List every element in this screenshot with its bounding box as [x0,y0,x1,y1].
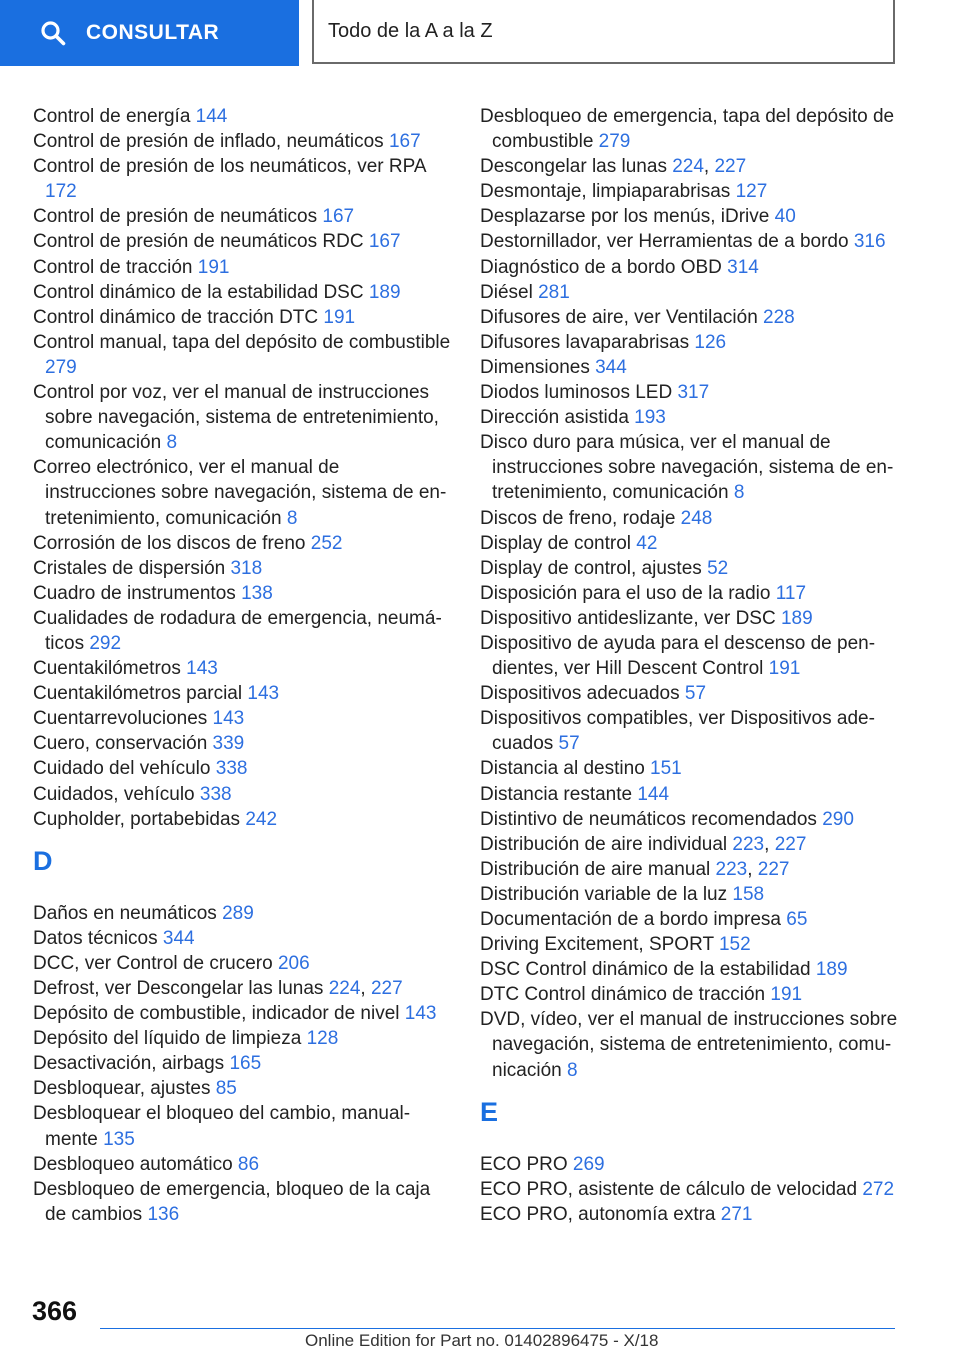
page-link[interactable]: 57 [684,683,707,705]
index-entry [33,731,453,756]
index-entry [33,556,453,581]
page-link[interactable]: 227 [774,833,807,855]
index-entry-text: Documentación de a bordo impresa [480,909,787,930]
index-entry [33,229,453,254]
index-entry [33,681,453,706]
index-entry [480,832,910,857]
consultar-label: CONSULTAR [86,21,220,44]
page-link[interactable]: 189 [368,281,401,303]
footer-divider [100,1328,895,1329]
section-letter: D [33,845,53,876]
index-entry [33,656,453,681]
index-entry-text: Desplazarse por los menús, iDrive [480,206,775,228]
index-entry-text: Cuentarrevoluciones [33,708,213,730]
page-link[interactable]: 158 [732,883,765,905]
index-entry-text: Difusores de aire, ver Ventilación [480,306,764,328]
index-entry [480,1177,910,1202]
index-entry [33,280,453,305]
index-entry-text: Diésel [480,281,539,303]
index-entry-text: Desbloquear, ajustes [33,1078,216,1100]
index-entry-text: Control de energía [33,106,196,127]
page-link[interactable]: 127 [735,181,768,203]
index-entry [480,556,910,581]
index-entry [480,807,910,832]
index-entry [480,782,910,807]
index-entry-text: Distribución de aire individual [480,833,733,855]
index-entry [33,129,453,154]
index-entry [33,104,453,129]
index-entry-text: Driving Excitement, SPORT [480,934,719,956]
index-entry-text: Control dinámico de tracción DTC [33,306,324,328]
index-entry [33,380,453,455]
page-link[interactable]: 227 [370,978,403,999]
index-entry-text: Control de presión de neumáticos RDC [33,231,369,253]
page-link[interactable]: 223 [732,833,765,855]
index-entry [33,305,453,330]
index-entry [480,430,910,505]
index-entry-text: Defrost, ver Descongelar las lunas [33,978,329,999]
page-link[interactable]: 42 [636,532,658,554]
index-entry-text: Display de control, ajustes [480,557,708,579]
page-link[interactable]: 338 [199,783,232,805]
index-entry-text: Display de control [480,532,637,554]
index-entry-text: Dimensiones [480,356,596,378]
az-tab[interactable] [312,0,895,64]
page-link[interactable]: 8 [733,482,745,504]
index-entry [480,280,910,305]
index-entry [33,901,453,926]
page-link[interactable]: 165 [229,1053,262,1075]
index-entry [480,531,910,556]
index-entry [480,1152,910,1177]
index-entry-text: Distribución variable de la luz [480,883,733,905]
index-entry [480,706,910,756]
index-entry-text: DSC Control dinámico de la estabilidad [480,959,816,981]
index-entry [480,907,910,932]
page-link[interactable]: 339 [212,733,245,755]
index-entry-text: Datos técnicos [33,927,163,949]
page-link[interactable]: 8 [166,432,178,454]
index-entry-text: Distintivo de neumáticos recomendados [480,808,823,830]
index-entry-text: Depósito de combustible, indicador de nivel [33,1003,405,1025]
index-entry-text: Desbloquear el bloqueo del cambio, manualmente [33,1103,411,1150]
index-entry [33,1152,453,1177]
index-entry [480,204,910,229]
index-entry-text: Difusores lavaparabrisas [480,331,695,353]
page-link[interactable]: 143 [212,708,245,730]
index-entry [480,1007,910,1082]
index-entry [480,229,910,254]
page-link[interactable]: 317 [677,382,710,404]
index-entry [480,581,910,606]
page-link[interactable]: 271 [720,1203,753,1225]
index-entry-text: Distribución de aire manual [480,858,716,880]
index-entry [480,857,910,882]
index-entry-text: Desbloqueo automático [33,1153,238,1175]
page-separator: , [703,156,715,178]
index-entry [33,330,453,380]
index-entry [480,631,910,681]
index-entry-text: Control de presión de inflado, neumáticos [33,131,389,153]
search-icon [40,20,66,46]
page-link[interactable]: 224 [672,156,704,178]
index-entry-text: Cupholder, portabebidas [33,808,246,830]
page-link[interactable]: 189 [815,959,848,981]
page-link[interactable]: 167 [388,131,421,153]
index-entry [480,957,910,982]
index-entry [33,1001,453,1026]
page-link[interactable]: 344 [162,927,195,949]
page-link[interactable]: 128 [306,1028,339,1050]
index-entry-text: Dirección asistida [480,407,635,429]
page-separator: , [747,858,758,880]
page-link[interactable]: 138 [241,582,273,604]
index-entry [33,1026,453,1051]
index-entry-text: Desactivación, airbags [33,1053,230,1075]
page-link[interactable]: 279 [45,356,77,378]
index-entry [480,405,910,430]
index-entry-text: Descongelar las lunas [480,156,673,178]
index-entry-text: Cuadro de instrumentos [33,582,242,604]
index-entry-text: DTC Control dinámico de tracción [480,984,771,1006]
page-link[interactable]: 167 [322,206,355,228]
index-entry-text: Dispositivo de ayuda para el descenso de pendientes, ver Hill Descent Control [480,632,876,680]
page-link[interactable]: 318 [230,557,263,579]
index-entry-text: Cuentakilómetros parcial [33,683,248,705]
page-link[interactable]: 338 [215,758,248,780]
header [0,0,960,66]
index-entry [480,355,910,380]
page-link[interactable]: 191 [197,256,230,278]
index-entry [33,706,453,731]
index-entry [480,756,910,781]
page-link[interactable]: 248 [680,507,713,529]
index-column-right [480,104,910,1227]
index-entry-text: Corrosión de los discos de freno [33,532,311,554]
index-entry-text: Cuero, conservación [33,733,213,755]
index-entry-text: Disco duro para música, ver el manual de instrucciones sobre navegación, sistema de entretenimiento, comunicación [480,432,894,504]
index-entry-text: Correo electrónico, ver el manual de instrucciones sobre navegación, sistema de entretenimiento, comunicación [33,457,447,529]
index-entry-text: Desbloqueo de emergencia, bloqueo de la caja de cambios [33,1178,431,1225]
page-link[interactable]: 143 [247,683,280,705]
page-link[interactable]: 191 [768,658,801,680]
page-link[interactable]: 191 [323,306,356,328]
index-entry [480,255,910,280]
index-entry-text: Control dinámico de la estabilidad DSC [33,281,369,303]
page-link[interactable]: 191 [770,984,803,1006]
index-entry-text: ECO PRO [480,1153,573,1175]
page-link[interactable]: 279 [598,131,631,153]
page-separator: , [764,833,775,855]
index-entry [480,330,910,355]
page-link[interactable]: 143 [186,658,218,680]
page-link[interactable]: 85 [215,1078,237,1100]
index-entry [480,179,910,204]
index-entry-text: ECO PRO, autonomía extra [480,1203,721,1225]
page-link[interactable]: 136 [147,1203,180,1225]
page-link[interactable]: 8 [567,1059,578,1081]
index-entry [33,976,453,1001]
page-link[interactable]: 224 [328,978,361,999]
page-link[interactable]: 281 [538,281,570,303]
page-link[interactable]: 223 [715,858,748,880]
page-link[interactable]: 314 [727,256,759,278]
page-link[interactable]: 344 [595,356,627,378]
index-entry [480,606,910,631]
index-entry [33,1101,453,1151]
index-entry-text: Desmontaje, limpiaparabrisas [480,181,736,203]
page-link[interactable]: 151 [650,758,682,780]
page-link[interactable]: 152 [718,934,751,956]
index-entry-text: Dispositivos compatibles, ver Dispositivos adecuados [480,708,875,755]
index-entry [33,255,453,280]
index-entry-text: Daños en neumáticos [33,902,223,924]
index-entry-text: Distancia al destino [480,758,651,780]
index-entry [33,1076,453,1101]
index-entry-text: Cualidades de rodadura de emergencia, neumáticos [33,607,442,654]
page-link[interactable]: 290 [822,808,854,830]
section-letter: E [480,1096,499,1127]
az-label: Todo de la A a la Z [328,19,493,42]
index-entry-text: Control de presión de los neumáticos, ver RPA [33,156,426,178]
page-link[interactable]: 289 [222,902,254,924]
index-entry-text: Disposición para el uso de la radio [480,582,776,604]
page-link[interactable]: 144 [637,783,670,805]
index-entry-text: Control de presión de neumáticos [33,206,323,228]
page-link[interactable]: 135 [103,1128,135,1150]
page-link[interactable]: 57 [558,733,580,755]
index-entry-text: Depósito del líquido de limpieza [33,1028,307,1050]
page-link[interactable]: 227 [714,156,747,178]
page-link[interactable]: 40 [774,206,796,228]
index-entry-text: DCC, ver Control de crucero [33,952,278,974]
page-link[interactable]: 269 [572,1153,605,1175]
page-number: 366 [32,1296,78,1326]
page-separator: , [360,978,371,999]
index-entry [33,807,453,832]
index-entry [480,380,910,405]
index-entry-text: Discos de freno, rodaje [480,507,681,529]
index-entry [33,154,453,204]
index-entry [33,204,453,229]
page-link[interactable]: 8 [286,507,298,529]
page-link[interactable]: 143 [404,1003,437,1025]
index-entry [480,154,910,179]
index-entry [33,531,453,556]
page-link[interactable]: 272 [862,1178,895,1200]
index-entry-text: Diagnóstico de a bordo OBD [480,256,728,278]
index-column-left [33,104,453,1227]
page-link[interactable]: 189 [780,607,813,629]
consultar-tab[interactable] [0,0,299,66]
index-entry-text: Diodos luminosos LED [480,382,678,404]
index-entry-text: Control por voz, ver el manual de instrucciones sobre navegación, sistema de entretenimiento, comunicación [33,382,439,454]
page-link[interactable]: 193 [634,407,666,429]
index-entry-text: Desbloqueo de emergencia, tapa del depósito de combustible [480,106,895,153]
index-entry [480,681,910,706]
index-entry [480,104,910,154]
page-link[interactable]: 252 [310,532,343,554]
index-entry-text: ECO PRO, asistente de cálculo de velocidad [480,1178,863,1200]
page-link[interactable]: 227 [757,858,790,880]
index-entry [33,782,453,807]
page-link[interactable]: 228 [763,306,795,328]
index-entry [480,305,910,330]
index-entry-text: Cuidados, vehículo [33,783,200,805]
index-entry-text: Cristales de dispersión [33,557,231,579]
page-link[interactable]: 172 [45,181,77,203]
index-entry-text: Dispositivo antideslizante, ver DSC [480,607,781,629]
index-entry [33,455,453,530]
page-link[interactable]: 242 [245,808,278,830]
footer-edition: Online Edition for Part no. 01402896475 - X/18 [305,1331,659,1350]
page-link[interactable]: 86 [237,1153,260,1175]
page-link[interactable]: 206 [277,952,310,974]
page-link[interactable]: 52 [707,557,729,579]
index-entry [480,1202,910,1227]
index-entry [480,982,910,1007]
page-link[interactable]: 292 [89,632,122,654]
index-entry [33,581,453,606]
index-entry-text: Control manual, tapa del depósito de combustible [33,331,451,353]
index-entry [33,951,453,976]
page-link[interactable]: 117 [775,582,807,604]
index-entry-text: Cuidado del vehículo [33,758,216,780]
index-entry [33,1177,453,1227]
index-entry-text: Dispositivos adecuados [480,683,685,705]
index-entry [33,1051,453,1076]
index-entry [33,926,453,951]
index-entry-text: Distancia restante [480,783,638,805]
index-entry [480,882,910,907]
page-link[interactable]: 316 [853,231,886,253]
index-entry-text: Destornillador, ver Herramientas de a bordo [480,231,854,253]
page-link[interactable]: 65 [786,909,808,930]
index-entry-text: DVD, vídeo, ver el manual de instrucciones sobre navegación, sistema de entretenimiento, comunicación [480,1009,898,1081]
index-entry [480,932,910,957]
index-entry-text: Cuentakilómetros [33,658,187,680]
index-entry [33,606,453,656]
index-entry [480,506,910,531]
page-link[interactable]: 144 [195,106,228,127]
page-link[interactable]: 167 [368,231,401,253]
page-link[interactable]: 126 [694,331,727,353]
index-entry [33,756,453,781]
index-entry-text: Control de tracción [33,256,198,278]
